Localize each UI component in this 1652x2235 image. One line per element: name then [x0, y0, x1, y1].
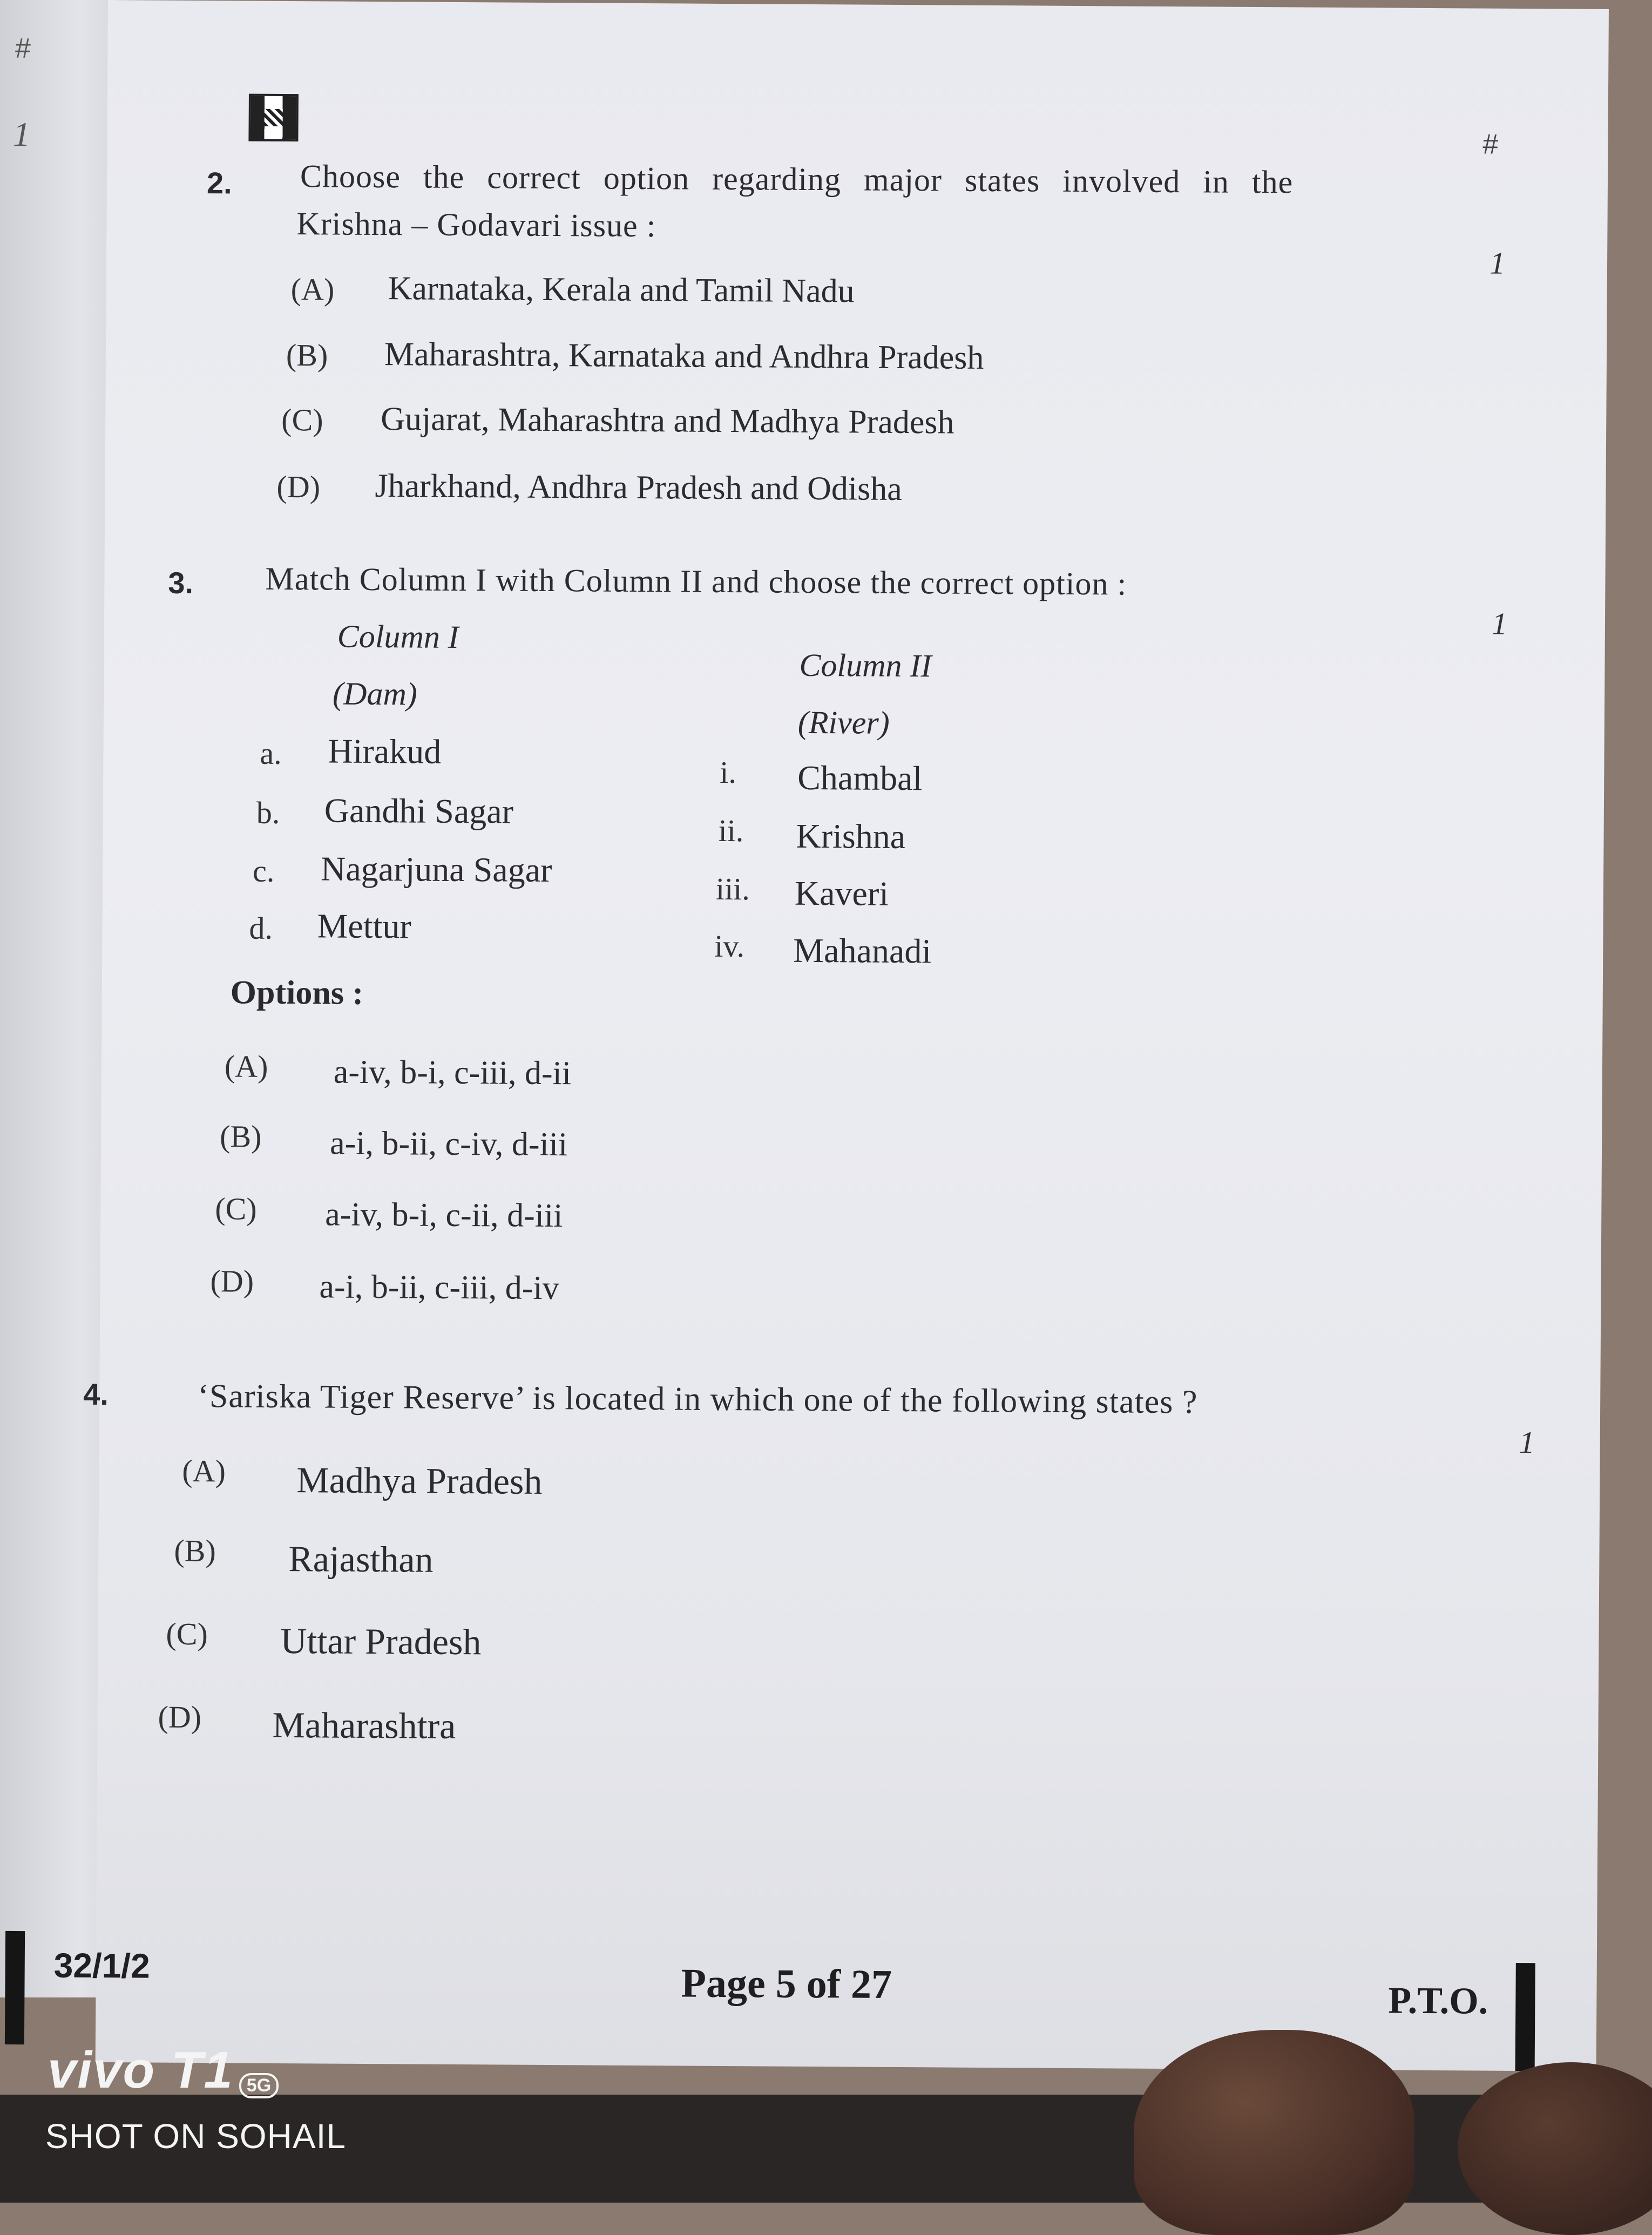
option-label: (A) — [224, 1048, 268, 1084]
option-text: a-i, b-ii, c-iii, d-iv — [319, 1268, 559, 1307]
column1-item: Nagarjuna Sagar — [320, 849, 552, 890]
left-page-hash: # — [15, 33, 31, 64]
options-title: Options : — [230, 974, 364, 1012]
question-number: 2. — [206, 166, 232, 200]
option-label: (B) — [174, 1533, 216, 1569]
column2-title: Column II — [799, 647, 932, 684]
option-text: a-i, b-ii, c-iv, d-iii — [329, 1125, 568, 1163]
column1-item: Gandhi Sagar — [324, 791, 514, 831]
pto-label: P.T.O. — [1388, 1980, 1488, 2022]
option-text: Karnataka, Kerala and Tamil Nadu — [388, 270, 855, 310]
adjacent-page — [0, 0, 113, 1997]
question-text: Choose the correct option regarding major states involved in the — [300, 158, 1294, 200]
column1-item-label: b. — [256, 795, 280, 830]
option-label: (C) — [281, 402, 323, 438]
column1-item-label: a. — [260, 735, 282, 771]
option-label: (D) — [276, 469, 321, 505]
option-text: Jharkhand, Andhra Pradesh and Odisha — [375, 468, 902, 508]
column2-item-label: iii. — [715, 871, 750, 907]
question-marks: 1 — [1491, 606, 1508, 641]
left-page-number: 1 — [13, 115, 30, 153]
option-text: Maharashtra — [272, 1704, 456, 1746]
column1-title: Column I — [337, 618, 459, 655]
header-hash: # — [1482, 128, 1499, 160]
watermark-brand: vivo T1 — [48, 2041, 234, 2099]
option-label: (B) — [286, 337, 328, 373]
option-label: (D) — [158, 1699, 202, 1735]
question-marks: 1 — [1519, 1425, 1535, 1460]
option-label: (A) — [182, 1453, 226, 1489]
column1-item-label: c. — [252, 853, 275, 889]
footer-right-bar — [1515, 1963, 1535, 2071]
question-marks: 1 — [1489, 245, 1506, 281]
question-text: ‘Sariska Tiger Reserve’ is located in which one of the following states ? — [197, 1378, 1198, 1421]
option-label: (C) — [215, 1191, 257, 1227]
question-text: Krishna – Godavari issue : — [296, 206, 656, 244]
finger — [1458, 2062, 1652, 2235]
column2-item: Krishna — [796, 816, 906, 856]
option-text: Rajasthan — [288, 1538, 434, 1580]
camera-watermark — [48, 2041, 279, 2100]
watermark-subtitle: SHOT ON SOHAIL — [45, 2117, 346, 2156]
column2-subtitle: (River) — [797, 704, 890, 741]
option-text: a-iv, b-i, c-iii, d-ii — [333, 1053, 572, 1092]
footer-left-bar — [5, 1931, 25, 2044]
column2-item: Chambal — [797, 758, 923, 798]
watermark-5g-badge: 5G — [239, 2073, 279, 2098]
column1-item-label: d. — [249, 910, 273, 946]
column2-item-label: ii. — [718, 812, 744, 849]
option-label: (D) — [210, 1263, 254, 1299]
option-label: (C) — [166, 1616, 208, 1652]
page-number: Page 5 of 27 — [681, 1960, 892, 2007]
question-number: 3. — [168, 565, 194, 600]
column2-item-label: iv. — [714, 928, 745, 964]
finger — [1134, 2030, 1414, 2235]
question-number: 4. — [83, 1377, 109, 1412]
column1-item: Hirakud — [328, 732, 442, 771]
option-label: (A) — [290, 272, 335, 307]
column1-item: Mettur — [317, 906, 411, 946]
qr-code-icon — [248, 94, 299, 142]
option-text: Gujarat, Maharashtra and Madhya Pradesh — [381, 401, 954, 441]
question-text: Match Column I with Column II and choose the correct option : — [265, 560, 1127, 602]
column2-item-label: i. — [720, 754, 737, 790]
column2-item: Kaveri — [794, 873, 889, 913]
option-text: Madhya Pradesh — [296, 1459, 543, 1502]
option-label: (B) — [219, 1119, 262, 1154]
column1-subtitle: (Dam) — [332, 675, 417, 712]
option-text: Uttar Pradesh — [280, 1620, 482, 1663]
column2-item: Mahanadi — [793, 931, 932, 971]
option-text: a-iv, b-i, c-ii, d-iii — [325, 1196, 563, 1235]
option-text: Maharashtra, Karnataka and Andhra Pradesh — [384, 336, 984, 376]
paper-code: 32/1/2 — [53, 1946, 150, 1986]
